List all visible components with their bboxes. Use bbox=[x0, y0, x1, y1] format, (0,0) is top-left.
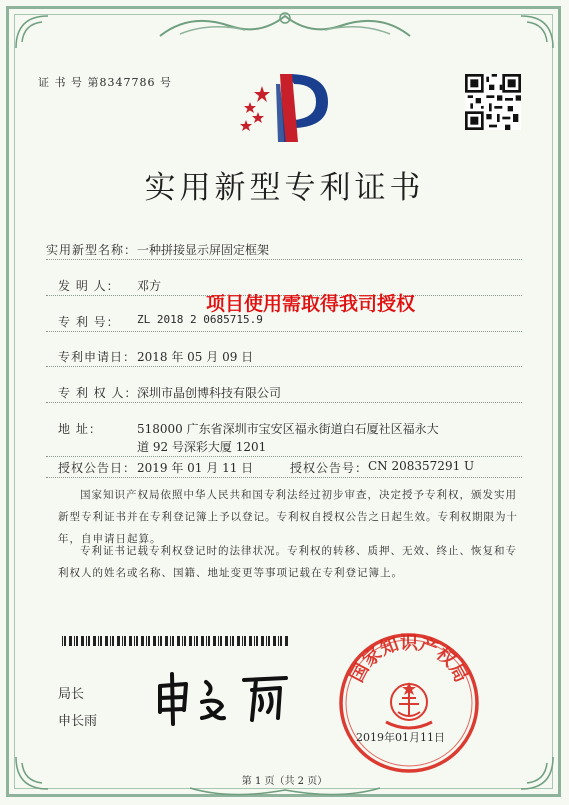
seal-text: 国家知识产权局 bbox=[346, 632, 472, 686]
corner-ornament-top-right bbox=[517, 12, 557, 52]
divider bbox=[46, 456, 522, 457]
legal-status-paragraph: 专利证书记载专利权登记时的法律状况。专利权的转移、质押、无效、终止、恢复和专利权人的姓名或名称、国籍、地址变更等事项记载在专利登记簿上。 bbox=[58, 545, 517, 579]
grant-number-value: CN 208357291 U bbox=[368, 459, 475, 473]
divider bbox=[46, 477, 522, 478]
divider bbox=[46, 402, 522, 403]
director-signature bbox=[148, 668, 298, 728]
director-name: 申长雨 bbox=[58, 714, 98, 729]
address-line-2: 道 92 号深彩大厦 1201 bbox=[137, 440, 267, 454]
director-title: 局长 bbox=[58, 687, 85, 702]
grant-statement-paragraph: 国家知识产权局依照中华人民共和国专利法经过初步审查，决定授予专利权，颁发实用新型专利证书并在专利登记簿上予以登记。专利权自授权公告之日起生效。专利权期限为十年，自申请日起算。 bbox=[58, 489, 518, 545]
inventor-label: 发 明 人： bbox=[58, 279, 120, 293]
filing-date-value: 2018 年 05 月 09 日 bbox=[137, 350, 254, 364]
patent-office-logo bbox=[236, 68, 332, 148]
address-line-1: 518000 广东省深圳市宝安区福永街道白石厦社区福永大 bbox=[137, 422, 439, 436]
divider bbox=[46, 259, 522, 260]
grant-date-value: 2019 年 01 月 11 日 bbox=[137, 461, 254, 475]
filing-date-label: 专利申请日： bbox=[58, 350, 137, 364]
official-seal bbox=[336, 630, 482, 776]
certificate-title: 实用新型专利证书 bbox=[144, 170, 425, 206]
top-ornament bbox=[150, 8, 420, 42]
inventor-value: 邓方 bbox=[137, 279, 162, 293]
svg-text:国家知识产权局 bbox=[346, 632, 471, 686]
patentee-value: 深圳市晶创博科技有限公司 bbox=[137, 386, 282, 400]
grant-date-label: 授权公告日： bbox=[58, 461, 137, 475]
certificate-number: 证 书 号 第8347786 号 bbox=[38, 76, 172, 89]
barcode-strip bbox=[62, 636, 288, 646]
patent-number-label: 专 利 号： bbox=[58, 315, 120, 329]
utility-model-name-value: 一种拼接显示屏固定框架 bbox=[137, 243, 270, 257]
divider bbox=[46, 331, 522, 332]
patent-number-value: ZL 2018 2 0685715.9 bbox=[137, 313, 263, 326]
qr-code bbox=[465, 74, 521, 130]
divider bbox=[46, 366, 522, 367]
corner-ornament-top-left bbox=[12, 12, 52, 52]
address-label: 地 址： bbox=[58, 422, 102, 436]
utility-model-name-label: 实用新型名称： bbox=[46, 243, 138, 257]
grant-number-label: 授权公告号： bbox=[290, 461, 369, 475]
seal-date: 2019年01月11日 bbox=[356, 731, 445, 744]
page-number: 第 1 页（共 2 页） bbox=[241, 776, 328, 787]
patentee-label: 专 利 权 人： bbox=[58, 386, 138, 400]
red-watermark-notice: 项目使用需取得我司授权 bbox=[206, 293, 416, 315]
